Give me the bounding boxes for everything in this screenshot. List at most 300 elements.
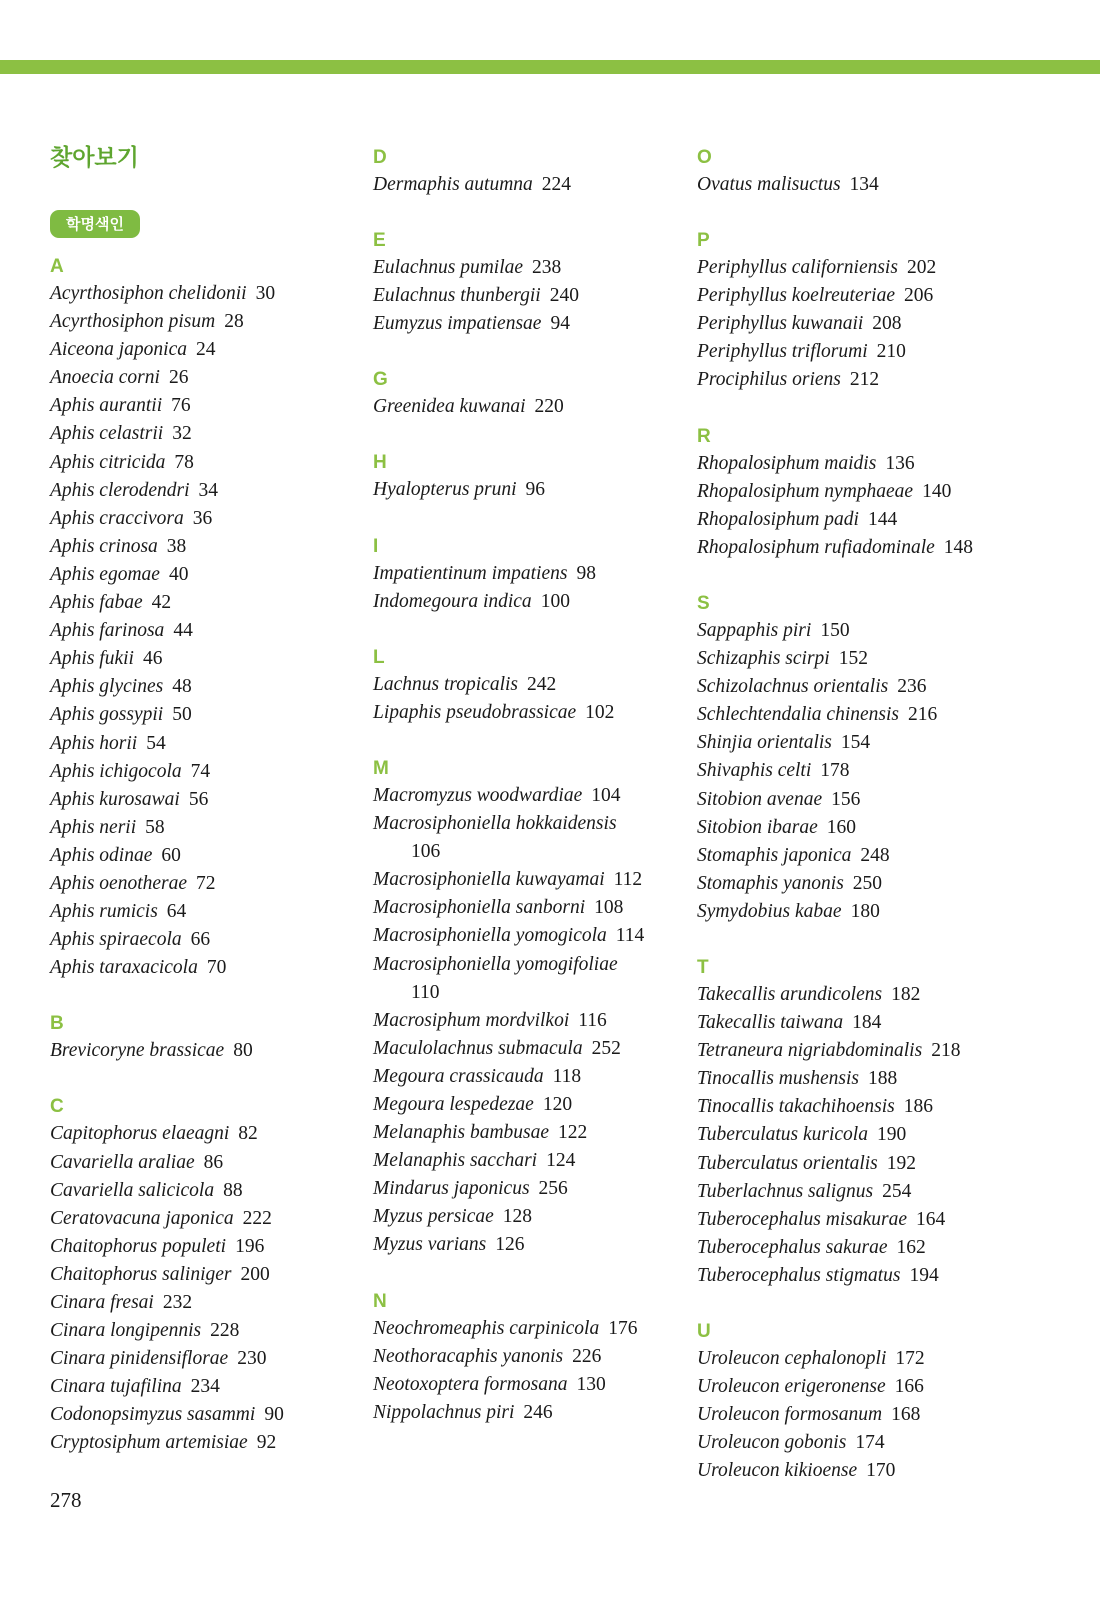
- group-spacer: [373, 727, 683, 754]
- entry-page-number: 180: [850, 900, 880, 922]
- index-entry: [697, 729, 1007, 757]
- entry-page-number: 106: [411, 841, 441, 863]
- entry-page-number: 28: [224, 311, 244, 333]
- species-name: Macrosiphoniella yomogicola: [373, 925, 607, 947]
- letter-heading: G: [373, 369, 388, 391]
- index-entry: [50, 420, 360, 448]
- index-entry: [697, 1206, 1007, 1234]
- entry-page-number: 174: [855, 1432, 885, 1454]
- index-entry: [373, 282, 683, 310]
- entry-page-number: 228: [210, 1320, 240, 1342]
- index-entry: [697, 1093, 1007, 1121]
- index-entry: [697, 478, 1007, 506]
- letter-heading: B: [50, 1013, 64, 1035]
- letter-group: [373, 1287, 683, 1427]
- species-name: Ceratovacuna japonica: [50, 1207, 234, 1229]
- index-entry: [697, 898, 1007, 926]
- entry-page-number: 246: [523, 1401, 553, 1423]
- species-name: Prociphilus oriens: [697, 369, 841, 391]
- species-name: Aphis kurosawai: [50, 788, 180, 810]
- species-name: Stomaphis japonica: [697, 844, 852, 866]
- species-name: Brevicoryne brassicae: [50, 1040, 225, 1062]
- letter-heading: O: [697, 147, 712, 168]
- entry-page-number: 222: [242, 1207, 272, 1229]
- index-entry: [373, 254, 683, 282]
- index-entry: [50, 926, 360, 954]
- species-name: Stomaphis yanonis: [697, 872, 844, 894]
- entry-page-number: 44: [173, 620, 193, 642]
- index-entry: [50, 533, 360, 561]
- entry-page-number: 104: [591, 784, 621, 806]
- species-name: Acyrthosiphon chelidonii: [50, 283, 247, 304]
- entry-page-number: 48: [172, 676, 192, 698]
- index-entry: [373, 1007, 683, 1035]
- group-spacer: [373, 199, 683, 226]
- entry-page-number: 192: [886, 1152, 916, 1174]
- index-column-2: [373, 143, 683, 1427]
- entry-page-number: 32: [172, 423, 192, 445]
- entry-page-number: 112: [613, 869, 643, 891]
- entry-page-number: 122: [558, 1122, 588, 1144]
- index-entry: [373, 894, 683, 922]
- index-entry: [697, 1345, 1007, 1373]
- entry-page-number: 190: [876, 1124, 907, 1146]
- index-entry: [697, 1373, 1007, 1401]
- entry-page-number: 166: [894, 1376, 924, 1398]
- entry-page-number: 102: [585, 701, 615, 723]
- species-name: Aphis glycines: [50, 676, 164, 698]
- entry-page-number: 164: [915, 1208, 946, 1230]
- entry-page-number: 176: [608, 1317, 638, 1339]
- index-entry: [373, 922, 683, 950]
- entry-page-number: 208: [872, 313, 902, 335]
- species-name: Cavariella araliae: [50, 1151, 195, 1173]
- group-spacer: [373, 616, 683, 643]
- species-name: Schizaphis scirpi: [697, 648, 830, 670]
- entry-page-number: 72: [196, 872, 216, 894]
- index-entry: [50, 842, 360, 870]
- index-entry: [697, 1150, 1007, 1178]
- letter-heading: H: [373, 452, 387, 474]
- letter-heading: D: [373, 147, 387, 168]
- index-entry: [373, 1147, 683, 1175]
- species-name: Capitophorus elaeagni: [50, 1123, 230, 1145]
- species-name: Mindarus japonicus: [373, 1178, 530, 1200]
- index-entry: [50, 1205, 360, 1233]
- entry-page-number: 206: [904, 285, 934, 307]
- entry-page-number: 134: [849, 174, 879, 195]
- letter-group: [373, 643, 683, 727]
- species-name: Cinara tujafilina: [50, 1376, 182, 1398]
- entry-page-number: 96: [525, 479, 546, 501]
- index-entry: [373, 310, 683, 338]
- letter-group: [373, 365, 683, 421]
- entry-page-number: 144: [867, 508, 898, 530]
- species-name: Uroleucon gobonis: [697, 1432, 847, 1454]
- species-name: Aphis crinosa: [50, 535, 158, 557]
- species-name: Uroleucon erigeronense: [697, 1376, 886, 1398]
- entry-page-number: 196: [235, 1235, 265, 1257]
- entry-page-number: 38: [166, 535, 187, 557]
- species-name: Macrosiphoniella yomogifoliae: [373, 953, 618, 975]
- species-name: Aphis egomae: [50, 563, 160, 585]
- index-entry: [373, 393, 683, 421]
- species-name: Rhopalosiphum padi: [697, 508, 859, 530]
- index-entry: [50, 870, 360, 898]
- index-entry: [697, 617, 1007, 645]
- index-entry: [50, 814, 360, 842]
- index-entry: [373, 1343, 683, 1371]
- species-name: Eulachnus pumilae: [373, 257, 524, 279]
- entry-page-number: 154: [840, 732, 871, 754]
- species-name: Aphis spiraecola: [50, 929, 182, 951]
- entry-page-number: 252: [591, 1037, 621, 1059]
- entry-page-number: 108: [594, 897, 624, 919]
- entry-page-number: 76: [171, 395, 191, 417]
- entry-page-number: 130: [576, 1373, 606, 1395]
- entry-page-number: 94: [550, 313, 570, 335]
- species-name: Aphis fukii: [50, 648, 134, 670]
- species-name: Aiceona japonica: [50, 339, 188, 361]
- species-name: Tetraneura nigriabdominalis: [697, 1040, 923, 1062]
- entry-page-number: 238: [532, 257, 562, 279]
- entry-page-number: 184: [852, 1012, 882, 1034]
- index-entry: [50, 1373, 360, 1401]
- species-name: Cryptosiphum artemisiae: [50, 1432, 248, 1454]
- letter-group: [373, 143, 683, 199]
- entry-page-number: 98: [576, 562, 596, 584]
- index-entry: [373, 810, 683, 866]
- letter-heading: S: [697, 592, 710, 614]
- species-name: Melanaphis bambusae: [373, 1122, 550, 1144]
- entry-page-number: 36: [192, 507, 213, 529]
- entry-page-number: 114: [615, 925, 645, 947]
- species-name: Macrosiphoniella sanborni: [373, 897, 586, 919]
- species-name: Tinocallis takachihoensis: [697, 1096, 895, 1118]
- index-entry: [50, 1289, 360, 1317]
- species-name: Chaitophorus populeti: [50, 1235, 227, 1257]
- entry-page-number: 150: [820, 619, 850, 641]
- group-spacer: [697, 926, 1007, 953]
- species-name: Cinara pinidensiflorae: [50, 1348, 229, 1370]
- letter-heading: P: [697, 230, 710, 252]
- index-entry: [373, 671, 683, 699]
- index-entry: [373, 1035, 683, 1063]
- index-entry: [50, 1037, 360, 1065]
- entry-page-number: 202: [906, 257, 937, 279]
- index-entry: [50, 673, 360, 701]
- index-entry: [373, 866, 683, 894]
- species-name: Tuberocephalus misakurae: [697, 1208, 907, 1230]
- index-entry: [697, 842, 1007, 870]
- species-name: Nippolachnus piri: [373, 1401, 515, 1423]
- species-name: Macrosiphoniella kuwayamai: [373, 869, 605, 891]
- index-entry: [697, 282, 1007, 310]
- species-name: Takecallis taiwana: [697, 1012, 844, 1034]
- entry-page-number: 254: [882, 1180, 912, 1202]
- group-spacer: [697, 1290, 1007, 1317]
- page-number: 278: [50, 1488, 82, 1512]
- index-column-3: [697, 143, 1007, 1485]
- letter-group: [697, 589, 1007, 926]
- entry-page-number: 136: [885, 452, 915, 474]
- species-name: Uroleucon cephalonopli: [697, 1348, 887, 1369]
- species-name: Tuberocephalus stigmatus: [697, 1264, 901, 1286]
- index-entry: [697, 673, 1007, 701]
- species-name: Eulachnus thunbergii: [373, 285, 541, 307]
- index-entry: [50, 505, 360, 533]
- species-name: Aphis horii: [50, 732, 138, 754]
- letter-group: [373, 226, 683, 338]
- species-name: Tinocallis mushensis: [697, 1068, 859, 1090]
- entry-page-number: 100: [540, 590, 570, 612]
- index-entry: [697, 814, 1007, 842]
- species-name: Cinara fresai: [50, 1292, 154, 1313]
- group-spacer: [373, 505, 683, 532]
- entry-page-number: 50: [172, 704, 192, 726]
- index-entry: [697, 450, 1007, 478]
- entry-page-number: 200: [240, 1263, 270, 1285]
- index-entry: [373, 1203, 683, 1231]
- species-name: Eumyzus impatiensae: [373, 313, 542, 335]
- species-name: Aphis odinae: [50, 844, 153, 866]
- species-name: Maculolachnus submacula: [373, 1037, 583, 1059]
- entry-page-number: 66: [190, 929, 211, 951]
- index-column-1: [50, 143, 360, 1458]
- entry-page-number: 172: [895, 1348, 925, 1369]
- species-name: Impatientinum impatiens: [373, 562, 568, 584]
- species-name: Periphyllus triflorumi: [697, 341, 868, 363]
- index-entry: [50, 701, 360, 729]
- entry-page-number: 80: [233, 1040, 253, 1062]
- letter-group: [697, 1317, 1007, 1485]
- index-entry: [50, 617, 360, 645]
- group-spacer: [50, 1065, 360, 1092]
- entry-page-number: 92: [256, 1432, 277, 1454]
- letter-group: [373, 532, 683, 616]
- entry-page-number: 42: [151, 592, 172, 614]
- letter-heading: I: [373, 535, 379, 557]
- species-name: Takecallis arundicolens: [697, 983, 883, 1005]
- letter-group: [50, 1092, 360, 1457]
- entry-page-number: 88: [223, 1179, 243, 1201]
- species-name: Rhopalosiphum rufiadominale: [697, 536, 935, 558]
- index-entry: [50, 1345, 360, 1373]
- header-accent-bar: [0, 60, 1100, 74]
- letter-group: [697, 422, 1007, 562]
- entry-page-number: 34: [198, 479, 219, 501]
- index-entry: [50, 364, 360, 392]
- entry-page-number: 230: [237, 1348, 267, 1370]
- entry-page-number: 124: [546, 1150, 576, 1172]
- species-name: Chaitophorus saliniger: [50, 1263, 232, 1285]
- index-entry: [373, 782, 683, 810]
- entry-page-number: 256: [538, 1178, 568, 1200]
- index-entry: [373, 1119, 683, 1147]
- index-entry: [373, 699, 683, 727]
- group-spacer: [50, 982, 360, 1009]
- index-entry: [697, 1037, 1007, 1065]
- letter-heading: R: [697, 425, 711, 447]
- letter-heading: C: [50, 1096, 64, 1118]
- index-entry: [50, 589, 360, 617]
- species-name: Aphis gossypii: [50, 704, 164, 726]
- index-entry: [50, 1401, 360, 1429]
- entry-page-number: 212: [849, 369, 880, 391]
- index-entry: [697, 1178, 1007, 1206]
- group-spacer: [697, 395, 1007, 422]
- entry-page-number: 86: [203, 1151, 224, 1173]
- index-entry: [697, 1009, 1007, 1037]
- index-entry: [50, 758, 360, 786]
- entry-page-number: 74: [190, 760, 211, 782]
- species-name: Aphis ichigocola: [50, 760, 182, 782]
- index-entry: [373, 1091, 683, 1119]
- species-name: Aphis citricida: [50, 451, 166, 473]
- index-entry: [50, 477, 360, 505]
- species-name: Indomegoura indica: [373, 590, 532, 612]
- entry-page-number: 78: [174, 451, 194, 473]
- entry-page-number: 70: [206, 957, 227, 979]
- entry-page-number: 128: [502, 1206, 533, 1228]
- index-entry: [697, 1234, 1007, 1262]
- species-name: Rhopalosiphum maidis: [697, 452, 877, 474]
- column-groups: [373, 143, 683, 1427]
- index-entry: [697, 757, 1007, 785]
- index-entry: [697, 506, 1007, 534]
- letter-group: [697, 143, 1007, 199]
- species-name: Aphis celastrii: [50, 423, 164, 445]
- index-entry: [50, 336, 360, 364]
- species-name: Periphyllus koelreuteriae: [697, 285, 896, 307]
- species-name: Anoecia corni: [50, 367, 160, 389]
- entry-page-number: 26: [168, 367, 189, 389]
- letter-group: [50, 1009, 360, 1065]
- index-entry: [373, 1315, 683, 1343]
- index-entry: [697, 981, 1007, 1009]
- letter-group: [373, 448, 683, 504]
- species-name: Myzus persicae: [373, 1206, 494, 1228]
- species-name: Neochromeaphis carpinicola: [373, 1317, 600, 1339]
- section-badge: 학명색인: [50, 210, 140, 238]
- species-name: Acyrthosiphon pisum: [50, 311, 216, 333]
- index-entry: [50, 1317, 360, 1345]
- index-entry: [373, 1231, 683, 1259]
- index-entry: [697, 786, 1007, 814]
- index-entry: [697, 870, 1007, 898]
- entry-page-number: 226: [572, 1345, 602, 1367]
- entry-page-number: 160: [826, 816, 857, 838]
- species-name: Rhopalosiphum nymphaeae: [697, 480, 914, 502]
- index-entry: [697, 171, 1007, 199]
- entry-page-number: 120: [542, 1093, 573, 1115]
- entry-page-number: 126: [495, 1234, 525, 1256]
- letter-group: [50, 252, 360, 982]
- index-entry: [697, 1121, 1007, 1149]
- species-name: Ovatus malisuctus: [697, 174, 841, 195]
- index-entry: [697, 1457, 1007, 1485]
- entry-page-number: 232: [162, 1292, 193, 1313]
- entry-page-number: 218: [931, 1040, 961, 1062]
- index-entry: [373, 171, 683, 199]
- species-name: Myzus varians: [373, 1234, 487, 1256]
- species-name: Cinara longipennis: [50, 1320, 202, 1342]
- index-entry: [50, 1120, 360, 1148]
- species-name: Aphis clerodendri: [50, 479, 190, 501]
- entry-page-number: 24: [196, 339, 216, 361]
- entry-page-number: 170: [866, 1460, 896, 1482]
- species-name: Sitobion avenae: [697, 788, 823, 810]
- index-entry: [697, 338, 1007, 366]
- index-title: 찾아보기: [50, 145, 139, 171]
- index-entry: [50, 392, 360, 420]
- species-name: Codonopsimyzus sasammi: [50, 1404, 256, 1426]
- entry-page-number: 82: [238, 1123, 258, 1145]
- index-entry: [50, 280, 360, 308]
- species-name: Tuberlachnus salignus: [697, 1180, 874, 1202]
- letter-heading: E: [373, 230, 386, 252]
- index-entry: [697, 645, 1007, 673]
- index-entry: [697, 1401, 1007, 1429]
- species-name: Macromyzus woodwardiae: [373, 784, 583, 806]
- species-name: Uroleucon formosanum: [697, 1404, 883, 1426]
- index-entry: [50, 1429, 360, 1457]
- letter-heading: U: [697, 1321, 711, 1342]
- index-entry: [373, 1371, 683, 1399]
- index-entry: [50, 645, 360, 673]
- entry-page-number: 58: [145, 816, 165, 838]
- species-name: Symydobius kabae: [697, 900, 842, 922]
- index-entry: [373, 588, 683, 616]
- entry-page-number: 46: [142, 648, 163, 670]
- index-entry: [50, 898, 360, 926]
- index-entry: [697, 534, 1007, 562]
- entry-page-number: 188: [867, 1068, 898, 1090]
- entry-page-number: 54: [146, 732, 166, 754]
- entry-page-number: 240: [549, 285, 579, 307]
- entry-page-number: 156: [831, 788, 861, 810]
- entry-page-number: 118: [552, 1065, 582, 1087]
- entry-page-number: 250: [852, 872, 883, 894]
- entry-page-number: 140: [922, 480, 952, 502]
- species-name: Schlechtendalia chinensis: [697, 704, 899, 726]
- species-name: Shinjia orientalis: [697, 732, 832, 754]
- entry-page-number: 216: [908, 704, 938, 726]
- species-name: Hyalopterus pruni: [373, 479, 517, 501]
- index-entry: [373, 1399, 683, 1427]
- index-entry: [50, 1177, 360, 1205]
- species-name: Megoura crassicauda: [373, 1065, 544, 1087]
- entry-page-number: 64: [166, 901, 187, 923]
- index-entry: [373, 1175, 683, 1203]
- species-name: Uroleucon kikioense: [697, 1460, 858, 1482]
- entry-page-number: 152: [838, 648, 868, 670]
- group-spacer: [373, 338, 683, 365]
- group-spacer: [697, 199, 1007, 226]
- letter-heading: N: [373, 1290, 387, 1312]
- letter-group: [697, 226, 1007, 394]
- group-spacer: [373, 1260, 683, 1287]
- species-name: Aphis aurantii: [50, 395, 163, 417]
- index-entry: [50, 786, 360, 814]
- index-entry: [50, 954, 360, 982]
- index-entry: [373, 476, 683, 504]
- entry-page-number: 148: [943, 536, 974, 558]
- species-name: Shivaphis celti: [697, 760, 812, 782]
- entry-page-number: 182: [891, 983, 921, 1005]
- species-name: Schizolachnus orientalis: [697, 676, 889, 698]
- entry-page-number: 248: [860, 844, 890, 866]
